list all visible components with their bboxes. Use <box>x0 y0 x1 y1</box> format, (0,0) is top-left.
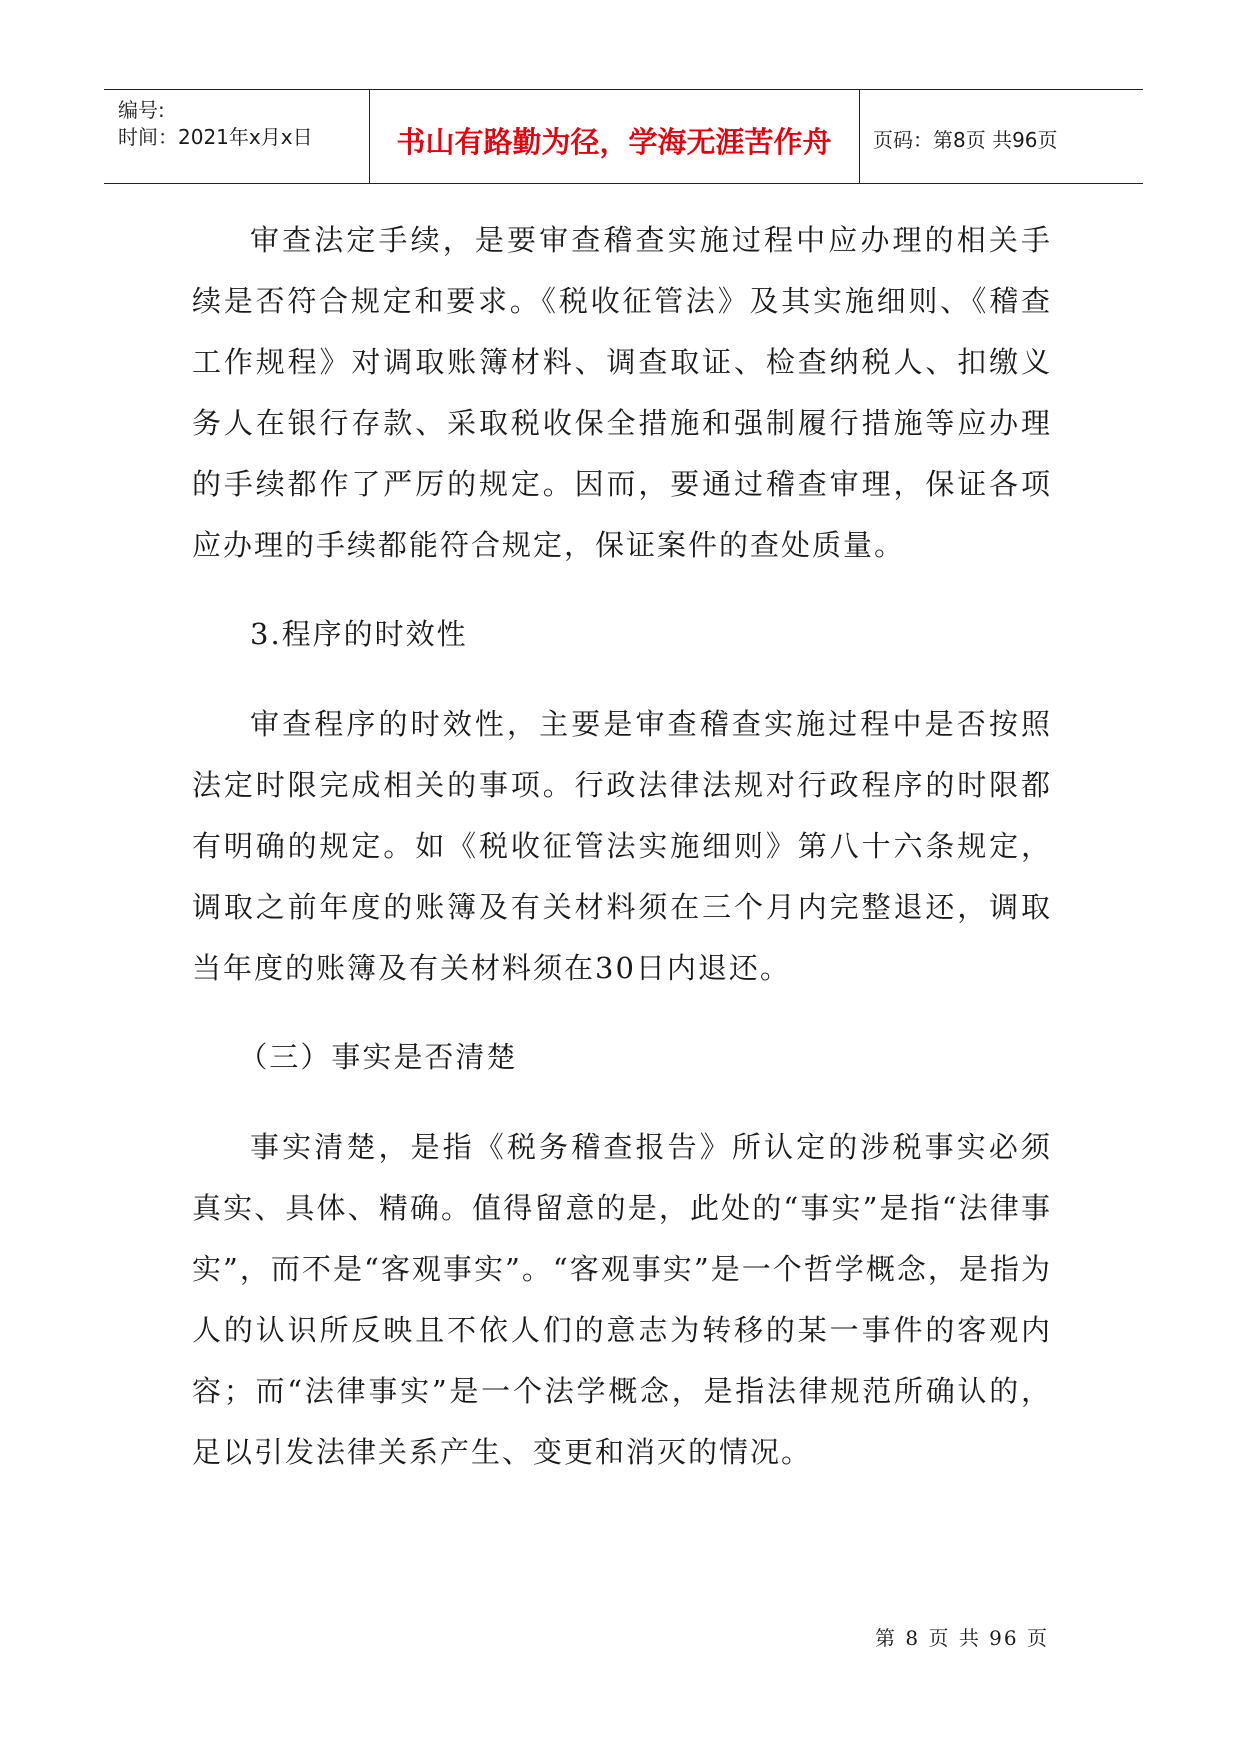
paragraph-legal-procedures: 审查法定手续，是要审查稽查实施过程中应办理的相关手续是否符合规定和要求。《税收征管法》及其实施细则、《稽查工作规程》对调取账簿材料、调查取证、检查纳税人、扣缴义务人在银行存款、采取税收保全措施和强制履行措施等应办理的手续都作了严厉的规定。因而，要通过稽查审理，保证各项应办理的手续都能符合规定，保证案件的查处质量。 <box>192 223 1052 562</box>
section-heading-timeliness: 3.程序的时效性 <box>250 617 468 651</box>
header-middle-cell <box>369 90 860 183</box>
header-motto: 书山有路勤为径，学海无涯苦作舟 <box>396 125 832 159</box>
section-heading-facts-clear: （三）事实是否清楚 <box>238 1040 518 1074</box>
page-header <box>104 89 1143 184</box>
header-left-cell <box>104 90 370 183</box>
document-time-label: 时间：2021年x月x日 <box>118 125 313 149</box>
header-right-cell <box>859 90 1143 183</box>
paragraph-facts-clear: 事实清楚，是指《税务稽查报告》所认定的涉税事实必须真实、具体、精确。值得留意的是，此处的“事实”是指“法律事实”，而不是“客观事实”。“客观事实”是一个哲学概念，是指为人的认识所反映且不依人们的意志为转移的某一事件的客观内容；而“法律事实”是一个法学概念，是指法律规范所确认的，足以引发法律关系产生、变更和消灭的情况。 <box>192 1130 1052 1469</box>
page-footer: 第 8 页 共 96 页 <box>875 1626 1049 1650</box>
document-body <box>192 210 1052 1483</box>
document-number-label: 编号: <box>118 98 165 122</box>
paragraph-timeliness: 审查程序的时效性，主要是审查稽查实施过程中是否按照法定时限完成相关的事项。行政法律法规对行政程序的时限都有明确的规定。如《税收征管法实施细则》第八十六条规定，调取之前年度的账簿及有关材料须在三个月内完整退还，调取当年度的账簿及有关材料须在30日内退还。 <box>192 707 1052 985</box>
header-page-code: 页码：第8页 共96页 <box>873 128 1058 152</box>
